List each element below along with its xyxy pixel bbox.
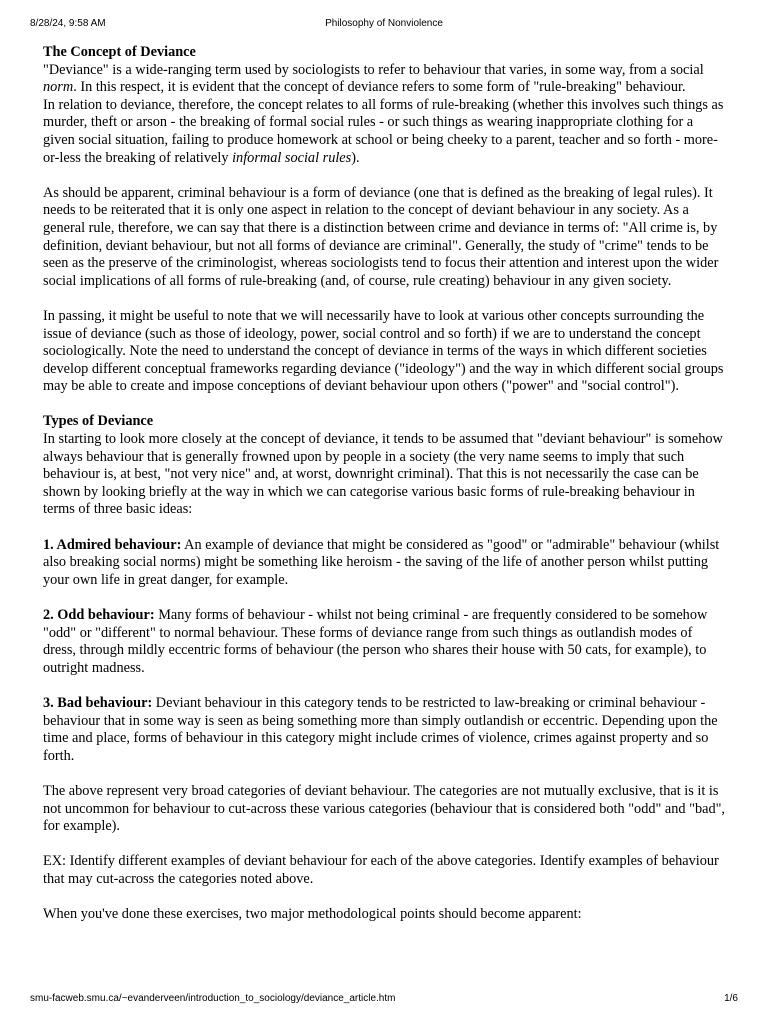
item-text: Many forms of behaviour - whilst not being criminal - are frequently considered to be somehow "odd" or "different" to normal behaviour. These forms of deviance range from such things as outlandish modes of dress, through mildly eccentric forms of behaviour (the person who shares their house with 50 cats, for example), to outright madness.: [43, 607, 708, 676]
paragraph-gap: [43, 765, 728, 783]
paragraph-closing: When you've done these exercises, two major methodological points should become apparent:: [43, 906, 582, 923]
print-datetime: 8/28/24, 9:58 AM: [30, 18, 106, 29]
article-body: [43, 44, 728, 924]
paragraph-gap: [43, 167, 728, 185]
list-item-admired: [43, 537, 728, 590]
paragraph-text: "Deviance" is a wide-ranging term used by sociologists to refer to behaviour that varies, in some way, from a social: [43, 61, 704, 78]
paragraph-gap: [43, 677, 728, 695]
item-label: 2. Odd behaviour:: [43, 607, 155, 623]
paragraph-gap: [43, 589, 728, 607]
paragraph-related-concepts: In passing, it might be useful to note that we will necessarily have to look at various other concepts surrounding the issue of deviance (such as those of ideology, power, social control and so forth) if we are to understand the concept sociologically. Note the need to understand the concept of deviance in terms of the ways in which different societies develop different conceptual frameworks regarding deviance ("ideology") and the way in which different social groups may be able to create and impose conceptions of deviant behaviour upon others ("power" and "social control").: [43, 307, 724, 395]
emphasis-informal-rules: informal social rules: [232, 149, 352, 166]
item-label: 3. Bad behaviour:: [43, 694, 153, 711]
paragraph-text: In relation to deviance, therefore, the concept relates to all forms of rule-breaking (whether this involves such things as murder, theft or arson - the breaking of formal social rules - or such things as wearing inappropriate clothing for a given social situation, failing to produce homework at school or being cheeky to a parent, teacher and so forth - more-or-less the breaking of relatively: [43, 96, 724, 166]
paragraph-definition: [43, 62, 728, 97]
paragraph-summary: The above represent very broad categories of deviant behaviour. The categories are not mutually exclusive, that is it is not uncommon for behaviour to cut-across these various categories (behaviour that is considered both "odd" and "bad", for example).: [43, 782, 726, 835]
list-item-bad: [43, 695, 728, 765]
paragraph-rule-breaking: [43, 97, 728, 167]
item-label: 1. Admired behaviour:: [43, 536, 182, 553]
print-header: [30, 17, 738, 31]
section-heading-types: Types of Deviance: [43, 413, 154, 430]
paragraph-exercise: EX: Identify different examples of deviant behaviour for each of the above categories. Identify examples of behaviour that may cut-across the categories noted above.: [43, 853, 719, 887]
page-number: 1/6: [724, 993, 738, 1004]
item-text: Deviant behaviour in this category tends to be restricted to law-breaking or criminal behaviour - behaviour that in some way is seen as being something more than simply outlandish or eccentric. Depending upon the time and place, forms of behaviour in this category might include crimes of violence, crimes against property and so forth.: [43, 694, 718, 764]
paragraph-gap: [43, 396, 728, 414]
paragraph-gap: [43, 519, 728, 537]
paragraph-text: . In this respect, it is evident that the concept of deviance refers to some form of "rule-breaking" behaviour.: [73, 79, 686, 96]
paragraph-gap: [43, 836, 728, 854]
source-url-link[interactable]: smu-facweb.smu.ca/~evanderveen/introduction_to_sociology/deviance_article.htm: [30, 993, 396, 1004]
paragraph-types-intro: In starting to look more closely at the concept of deviance, it tends to be assumed that "deviant behaviour" is somehow always behaviour that is generally frowned upon by people in a society (the very name seems to imply that such behaviour is, at best, "not very nice" and, at worst, downright criminal). That this is not necessarily the case can be shown by looking briefly at the way in which we can categorise various basic forms of rule-breaking behaviour in terms of three basic ideas:: [43, 431, 723, 518]
paragraph-gap: [43, 889, 728, 907]
paragraph-text: ).: [351, 149, 360, 166]
print-footer: [30, 992, 738, 1006]
print-page-title: Philosophy of Nonviolence: [325, 18, 443, 29]
list-item-odd: [43, 607, 728, 677]
emphasis-norm: norm: [43, 79, 74, 96]
paragraph-gap: [43, 290, 728, 308]
section-heading-concept: The Concept of Deviance: [43, 44, 196, 60]
item-text: An example of deviance that might be considered as "good" or "admirable" behaviour (whilst also breaking social norms) might be something like heroism - the saving of the life of another person whilst putting your own life in great danger, for example.: [43, 536, 720, 588]
paragraph-crime-vs-deviance: As should be apparent, criminal behaviour is a form of deviance (one that is defined as the breaking of legal rules). It needs to be reiterated that it is only one aspect in relation to the concept of deviant behaviour in any society. As a general rule, therefore, we can say that there is a distinction between crime and deviance in terms of: "All crime is, by definition, deviant behaviour, but not all forms of deviance are criminal". Generally, the study of "crime" tends to be seen as the preserve of the criminologist, whereas sociologists tend to focus their attention and interest upon the wider social implications of all forms of rule-breaking (and, of course, rule creating) behaviour in any given society.: [43, 184, 719, 289]
